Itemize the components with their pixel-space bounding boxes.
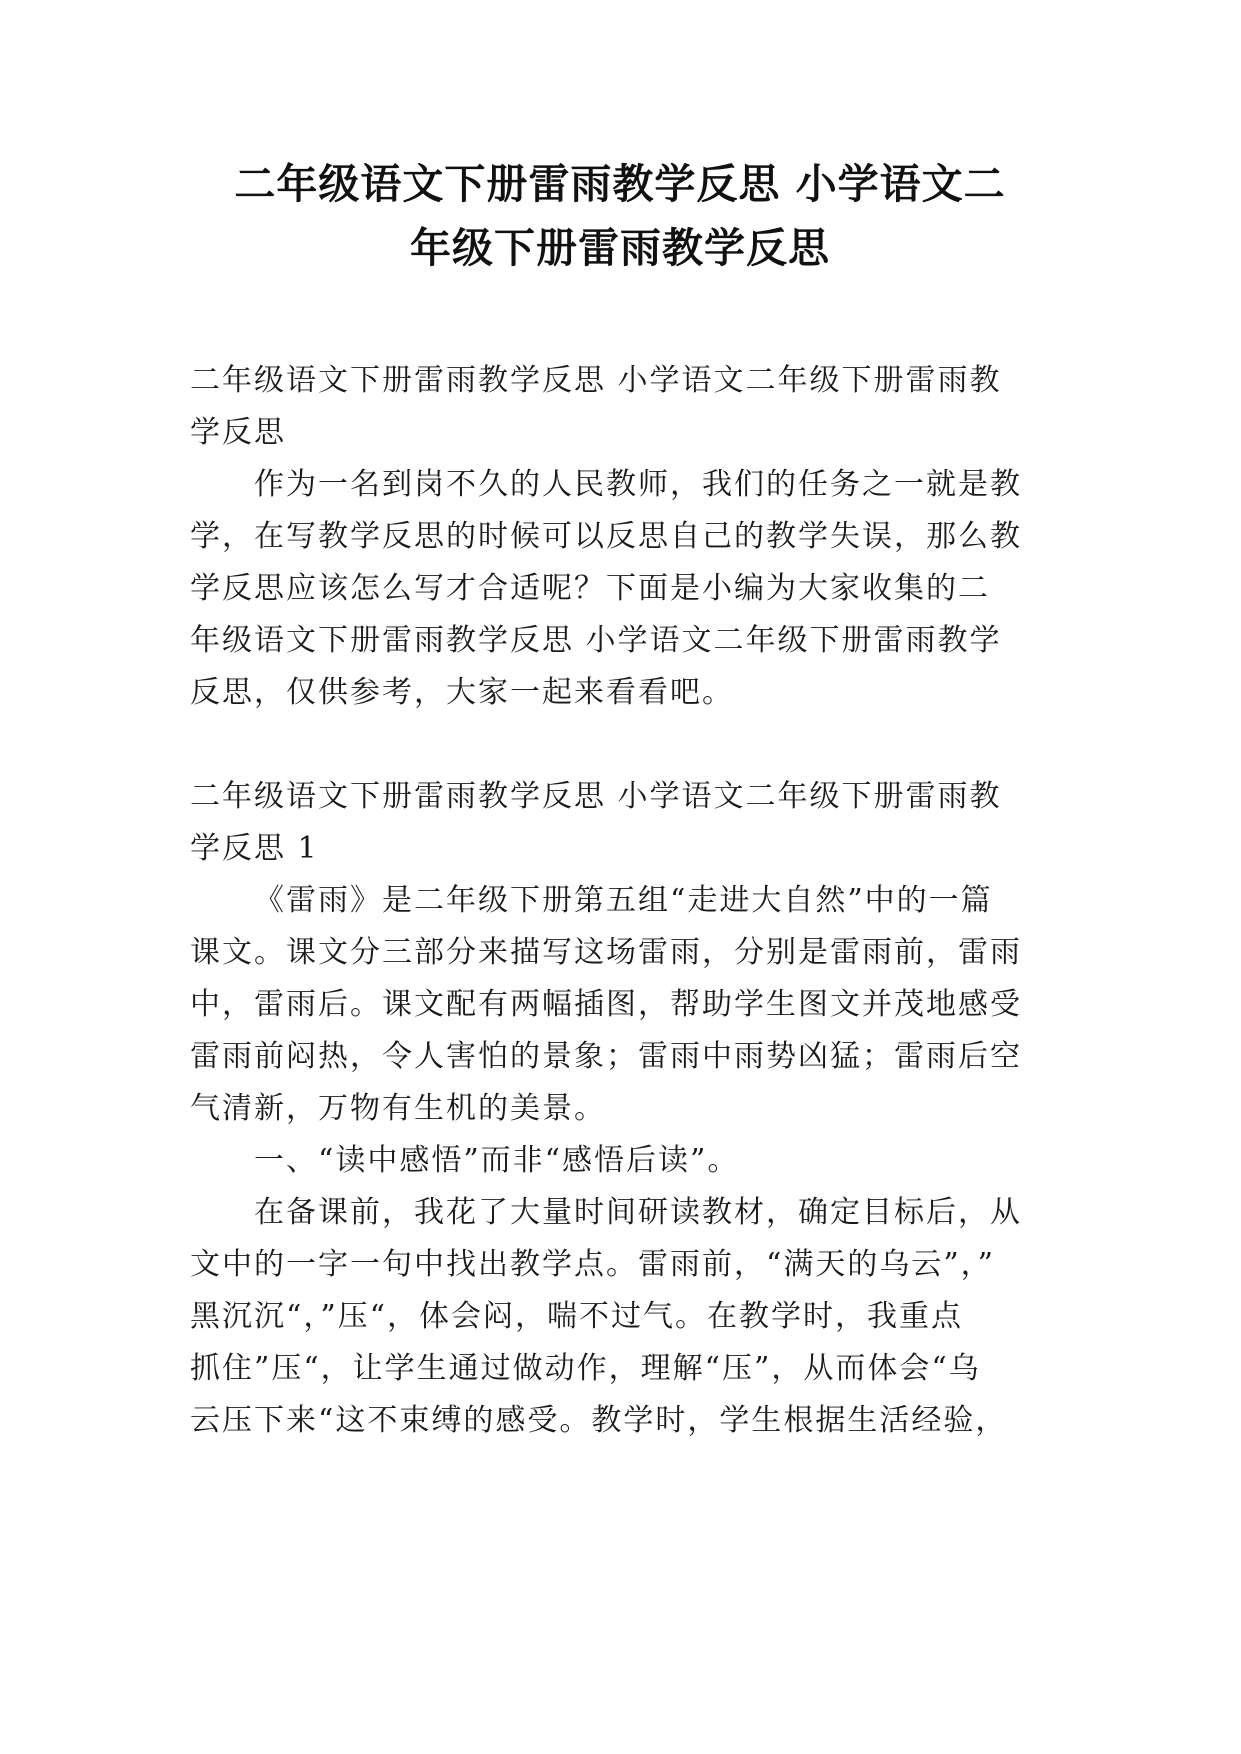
text-line: 雷雨前闷热，令人害怕的景象；雷雨中雨势凶猛；雷雨后空 xyxy=(190,1039,1022,1074)
text-line: 云压下来“这不束缚的感受。教学时，学生根据生活经验， xyxy=(190,1403,1008,1438)
text-line: 抓住”压“，让学生通过做动作，理解“压”，从而体会“乌 xyxy=(190,1351,981,1386)
section-heading xyxy=(190,771,1070,875)
title-line: 年级下册雷雨教学反思 xyxy=(410,224,830,272)
text-line: 反思，仅供参考，大家一起来看看吧。 xyxy=(190,675,734,710)
text-line: 学反思应该怎么写才合适呢？下面是小编为大家收集的二 xyxy=(190,571,990,606)
intro-heading xyxy=(190,355,1070,459)
text-line: 学反思 xyxy=(190,415,286,450)
text-line: 气清新，万物有生机的美景。 xyxy=(190,1091,606,1126)
document-body xyxy=(190,355,1070,1447)
text-line: 在备课前，我花了大量时间研读教材，确定目标后，从 xyxy=(254,1195,1022,1230)
title-line: 二年级语文下册雷雨教学反思 小学语文二 xyxy=(234,160,1006,208)
text-line: 中，雷雨后。课文配有两幅插图，帮助学生图文并茂地感受 xyxy=(190,987,1022,1022)
text-line: 黑沉沉“，”压“，体会闷，喘不过气。在教学时，我重点 xyxy=(190,1299,964,1334)
text-line: 二年级语文下册雷雨教学反思 小学语文二年级下册雷雨教 xyxy=(190,779,1002,814)
text-line: 学反思 1 xyxy=(190,831,319,866)
text-line: 课文。课文分三部分来描写这场雷雨，分别是雷雨前，雷雨 xyxy=(190,935,1022,970)
document-title xyxy=(180,152,1060,280)
body-paragraph xyxy=(190,1187,1070,1447)
text-line: 学，在写教学反思的时候可以反思自己的教学失误，那么教 xyxy=(190,519,1022,554)
text-line: 年级语文下册雷雨教学反思 小学语文二年级下册雷雨教学 xyxy=(190,623,1002,658)
intro-paragraph xyxy=(190,459,1070,719)
body-paragraph xyxy=(190,875,1070,1135)
text-line: 二年级语文下册雷雨教学反思 小学语文二年级下册雷雨教 xyxy=(190,363,1002,398)
text-line: 一、“读中感悟”而非“感悟后读”。 xyxy=(254,1143,740,1178)
text-line: 作为一名到岗不久的人民教师，我们的任务之一就是教 xyxy=(254,467,1022,502)
subheading-paragraph xyxy=(190,1135,1070,1187)
text-line: 《雷雨》是二年级下册第五组“走进大自然”中的一篇 xyxy=(254,883,993,918)
text-line: 文中的一字一句中找出教学点。雷雨前，“满天的乌云”，” xyxy=(190,1247,996,1282)
paragraph-spacer xyxy=(190,719,1070,771)
